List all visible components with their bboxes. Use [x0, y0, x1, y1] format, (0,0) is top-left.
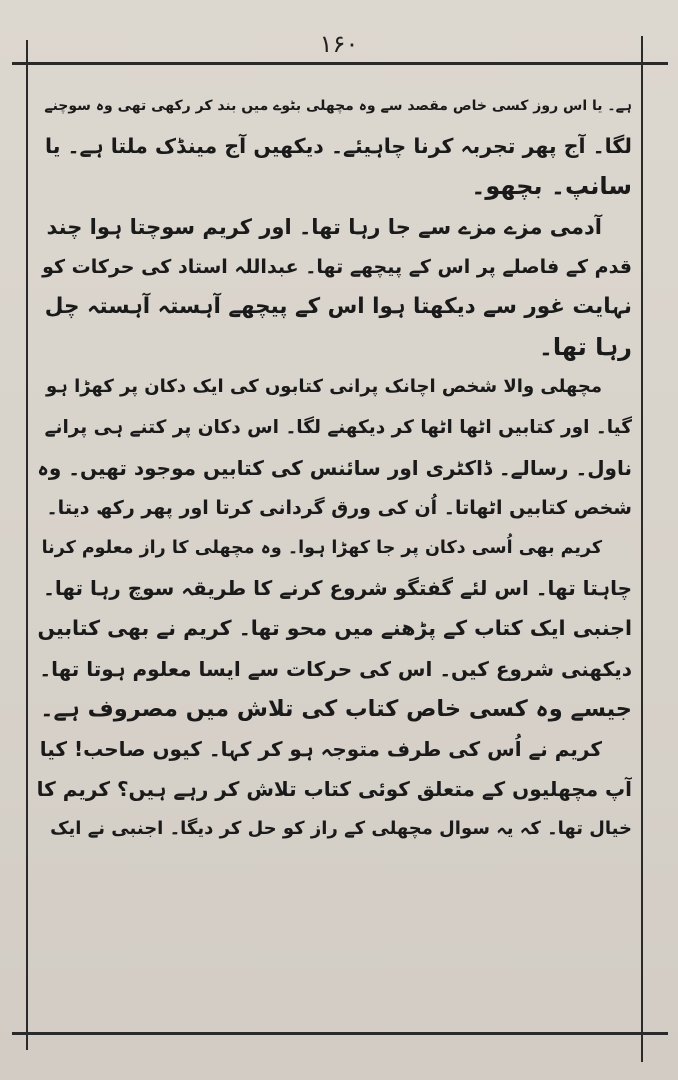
text-line: سانپ۔ بچھو۔ — [471, 172, 632, 201]
text-line: گیا۔ اور کتابیں اٹھا اٹھا کر دیکھنے لگا۔ اس دکان پر کتنے ہی پرانے — [44, 416, 632, 438]
left-margin-rule — [26, 40, 28, 1050]
text-line: دیکھنی شروع کیں۔ اس کی حرکات سے ایسا معلوم ہوتا تھا۔ — [39, 656, 632, 681]
text-line: چاہتا تھا۔ اس لئے گفتگو شروع کرنے کا طریقہ سوچ رہا تھا۔ — [43, 576, 632, 601]
text-line: اجنبی ایک کتاب کے پڑھنے میں محو تھا۔ کریم نے بھی کتابیں — [37, 616, 632, 641]
bottom-rule — [12, 1032, 668, 1035]
text-line: مچھلی والا شخص اچانک پرانی کتابوں کی ایک دکان پر کھڑا ہو — [45, 376, 602, 398]
text-line: کریم بھی اُسی دکان پر جا کھڑا ہوا۔ وہ مچھلی کا راز معلوم کرنا — [41, 538, 602, 559]
text-line: نہایت غور سے دیکھتا ہوا اس کے پیچھے آہستہ آہستہ چل — [44, 293, 632, 319]
text-line: ناول۔ رسالے۔ ڈاکٹری اور سائنس کی کتابیں موجود تھیں۔ وہ — [37, 455, 632, 480]
body-text — [36, 86, 632, 1026]
text-line: رہا تھا۔ — [538, 333, 632, 362]
text-line: قدم کے فاصلے پر اس کے پیچھے تھا۔ عبداللہ استاد کی حرکات کو — [42, 255, 632, 278]
page-number: ۱۶۰ — [319, 30, 359, 58]
text-line: خیال تھا۔ کہ یہ سوال مچھلی کے راز کو حل کر دیگا۔ اجنبی نے ایک — [50, 818, 632, 840]
text-line: لگا۔ آج پھر تجربہ کرنا چاہیئے۔ دیکھیں آج مینڈک ملتا ہے۔ یا — [45, 134, 632, 159]
text-line: شخص کتابیں اٹھاتا۔ اُن کی ورق گردانی کرتا اور پھر رکھ دیتا۔ — [46, 496, 632, 519]
text-line: کریم نے اُس کی طرف متوجہ ہو کر کہا۔ کیوں صاحب! کیا — [39, 737, 602, 761]
text-line: آدمی مزے مزے سے جا رہا تھا۔ اور کریم سوچتا ہوا چند — [46, 214, 602, 239]
text-line: جیسے وہ کسی خاص کتاب کی تلاش میں مصروف ہے۔ — [40, 695, 632, 722]
text-line: ہے۔ یا اس روز کسی خاص مقصد سے وہ مچھلی بٹوے میں بند کر رکھی تھی وہ سوچنے — [44, 98, 632, 114]
right-margin-rule — [641, 36, 643, 1062]
top-rule — [12, 62, 668, 65]
text-line: آپ مچھلیوں کے متعلق کوئی کتاب تلاش کر رہے ہیں؟ کریم کا — [36, 777, 632, 802]
